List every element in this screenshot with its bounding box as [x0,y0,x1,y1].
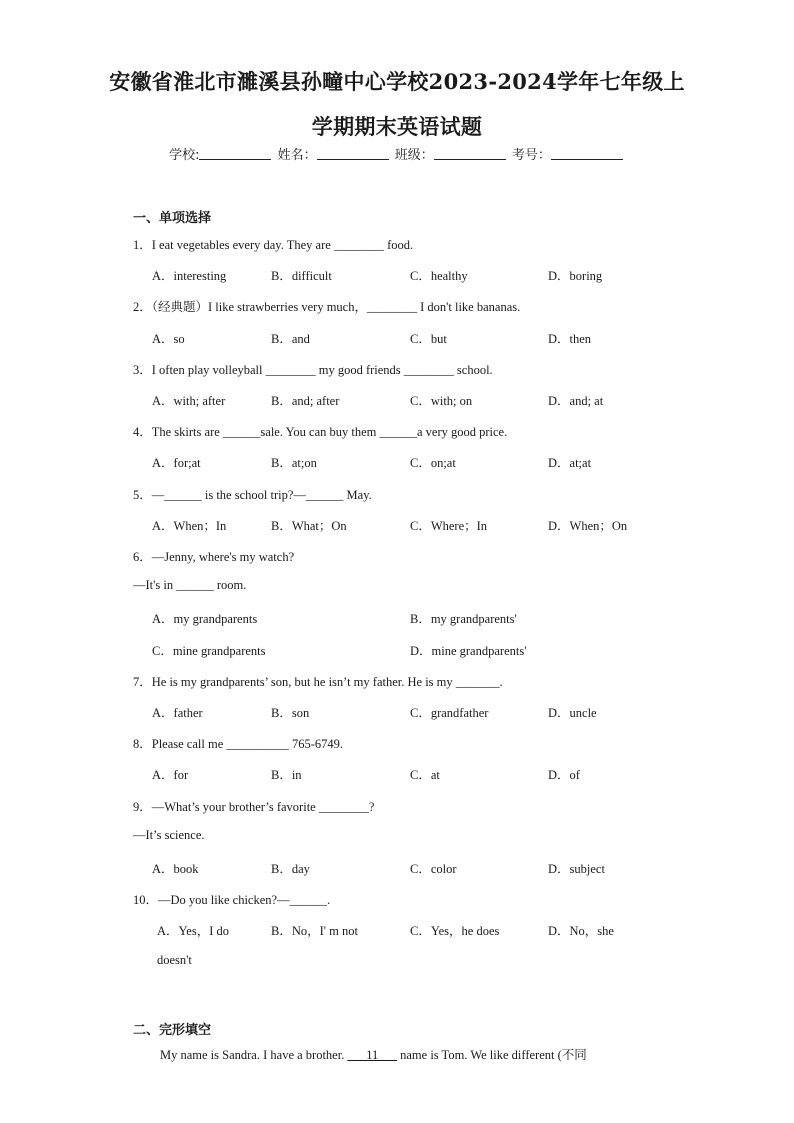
cloze-passage [160,1045,587,1063]
q8-option-c[interactable]: C．at [410,768,440,782]
number-label: 考号： [511,148,551,163]
q2-option-c[interactable]: C．but [410,332,447,346]
q9-option-a[interactable]: A．book [152,862,199,876]
q3-option-a[interactable]: A．with; after [152,394,226,408]
q10-option-b[interactable]: B．No，I' m not [271,924,358,938]
question-7: 7．He is my grandparents’ son, but he isn’t my father. He is my _______. [133,675,503,689]
q7-option-a[interactable]: A．father [152,706,203,720]
q2-option-a[interactable]: A．so [152,332,185,346]
q3-option-d[interactable]: D．and; at [548,394,604,408]
question-10: 10．—Do you like chicken?—______. [133,893,331,907]
question-6: 6．—Jenny, where's my watch? [133,550,295,564]
q2-option-d[interactable]: D．then [548,332,592,346]
name-blank[interactable] [317,147,389,160]
q7-option-b[interactable]: B．son [271,706,310,720]
q9-option-c[interactable]: C．color [410,862,457,876]
question-8: 8．Please call me __________ 765-6749. [133,737,344,751]
q4-option-a[interactable]: A．for;at [152,456,201,470]
q5-option-b[interactable]: B．What；On [271,519,347,533]
q8-option-d[interactable]: D．of [548,768,580,782]
q5-option-d[interactable]: D．When；On [548,519,628,533]
school-blank[interactable] [199,147,271,160]
name-label: 姓名： [277,148,317,163]
q9-option-b[interactable]: B．day [271,862,310,876]
q5-option-a[interactable]: A．When；In [152,519,227,533]
question-2: 2．（经典题）I like strawberries very much，________ I don't like bananas. [133,300,521,314]
q1-option-d[interactable]: D．boring [548,269,603,283]
class-blank[interactable] [434,147,506,160]
exam-title-line-1: 安徽省淮北市濉溪县孙疃中心学校2023-2024学年七年级上 [109,69,685,94]
q7-option-d[interactable]: D．uncle [548,706,597,720]
question-3: 3．I often play volleyball ________ my good friends ________ school. [133,363,493,377]
question-9: 9．—What’s your brother’s favorite ________? [133,800,375,814]
q1-option-b[interactable]: B．difficult [271,269,332,283]
q4-option-d[interactable]: D．at;at [548,456,592,470]
section-heading-1: 一、单项选择 [133,211,212,226]
section-heading-2: 二、完形填空 [133,1023,212,1038]
q10-option-d[interactable]: D．No，she [548,924,614,938]
exam-title-line-2: 学期期末英语试题 [311,114,483,139]
student-info-line [0,144,794,163]
q1-option-c[interactable]: C．healthy [410,269,468,283]
q3-option-b[interactable]: B．and; after [271,394,340,408]
question-6-line-2: —It's in ______ room. [133,578,247,592]
q4-option-c[interactable]: C．on;at [410,456,456,470]
q7-option-c[interactable]: C．grandfather [410,706,489,720]
passage-end: name is Tom. We like different (不同 [397,1048,587,1062]
q8-option-a[interactable]: A．for [152,768,189,782]
q8-option-b[interactable]: B．in [271,768,302,782]
q6-option-a[interactable]: A．my grandparents [152,612,258,626]
q6-option-b[interactable]: B．my grandparents' [410,612,517,626]
passage-start: My name is Sandra. I have a brother. [160,1048,348,1062]
school-label: 学校: [169,148,200,163]
q9-option-d[interactable]: D．subject [548,862,605,876]
class-label: 班级： [394,148,434,163]
q4-option-b[interactable]: B．at;on [271,456,317,470]
q3-option-c[interactable]: C．with; on [410,394,473,408]
q10-option-a[interactable]: A．Yes，I do [157,924,230,938]
q6-option-c[interactable]: C．mine grandparents [152,644,266,658]
cloze-blank-11[interactable]: ___11___ [347,1048,397,1062]
number-blank[interactable] [551,147,623,160]
question-1: 1．I eat vegetables every day. They are ________ food. [133,238,414,252]
question-4: 4．The skirts are ______sale. You can buy them ______a very good price. [133,425,508,439]
question-9-line-2: —It’s science. [133,828,205,842]
question-5: 5．—______ is the school trip?—______ May. [133,488,372,502]
q10-option-c[interactable]: C．Yes，he does [410,924,500,938]
q1-option-a[interactable]: A．interesting [152,269,227,283]
q5-option-c[interactable]: C．Where；In [410,519,488,533]
q6-option-d[interactable]: D．mine grandparents' [410,644,527,658]
q2-option-b[interactable]: B．and [271,332,310,346]
q10-option-d-continued: doesn't [157,953,192,967]
